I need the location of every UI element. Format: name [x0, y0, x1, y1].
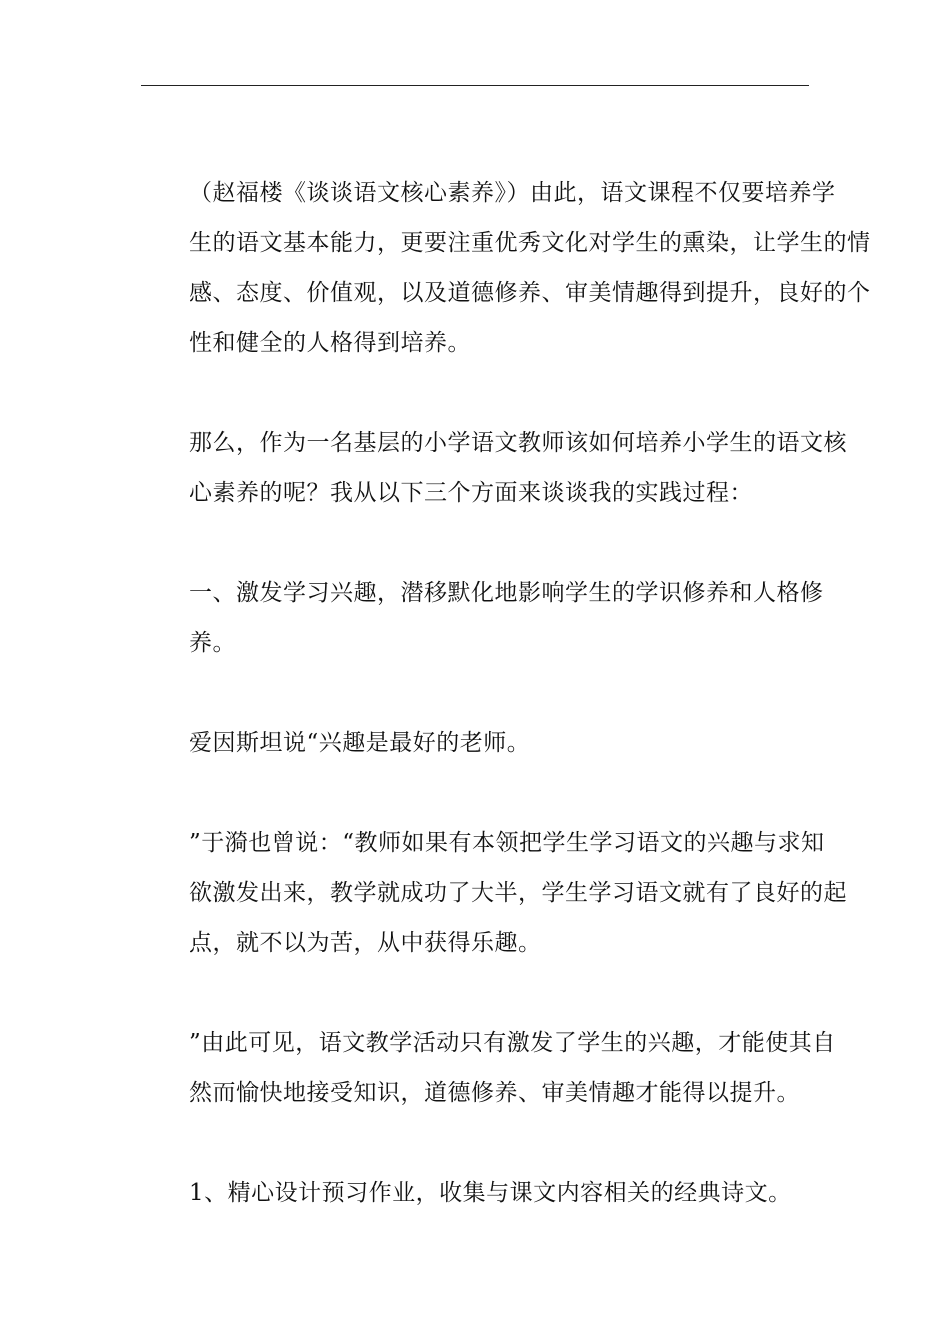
text-line: 心素养的呢？我从以下三个方面来谈谈我的实践过程： [189, 480, 753, 506]
text-line: 1、精心设计预习作业，收集与课文内容相关的经典诗文。 [189, 1180, 792, 1206]
paragraph-1 [143, 168, 871, 368]
text-line: 欲激发出来，教学就成功了大半，学生学习语文就有了良好的起 [189, 880, 847, 906]
text-line: （赵福楼《谈谈语文核心素养》）由此，语文课程不仅要培养学 [189, 180, 836, 206]
paragraph-3-section-heading [143, 568, 824, 668]
text-line: 生的语文基本能力，更要注重优秀文化对学生的熏染，让学生的情 [189, 230, 871, 256]
paragraph-7-subheading [143, 1168, 805, 1218]
text-line: 感、态度、价值观，以及道德修养、审美情趣得到提升，良好的个 [189, 280, 871, 306]
document-body [143, 168, 871, 1218]
text-line: 爱因斯坦说“兴趣是最好的老师。 [189, 730, 531, 756]
header-rule [141, 85, 809, 86]
paragraph-6 [143, 1018, 836, 1118]
paragraph-5 [143, 818, 847, 968]
text-line: 养。 [189, 630, 236, 656]
text-line: 一、激发学习兴趣，潜移默化地影响学生的学识修养和人格修 [189, 580, 824, 606]
text-line: ”于漪也曾说：“教师如果有本领把学生学习语文的兴趣与求知 [189, 830, 825, 856]
text-line: 点，就不以为苦，从中获得乐趣。 [189, 930, 542, 956]
text-line: 性和健全的人格得到培养。 [189, 330, 471, 356]
paragraph-2 [143, 418, 847, 518]
paragraph-4 [143, 718, 805, 768]
text-line: 那么，作为一名基层的小学语文教师该如何培养小学生的语文核 [189, 430, 847, 456]
text-line: 然而愉快地接受知识，道德修养、审美情趣才能得以提升。 [189, 1080, 800, 1106]
text-line: ”由此可见，语文教学活动只有激发了学生的兴趣，才能使其自 [189, 1030, 836, 1056]
